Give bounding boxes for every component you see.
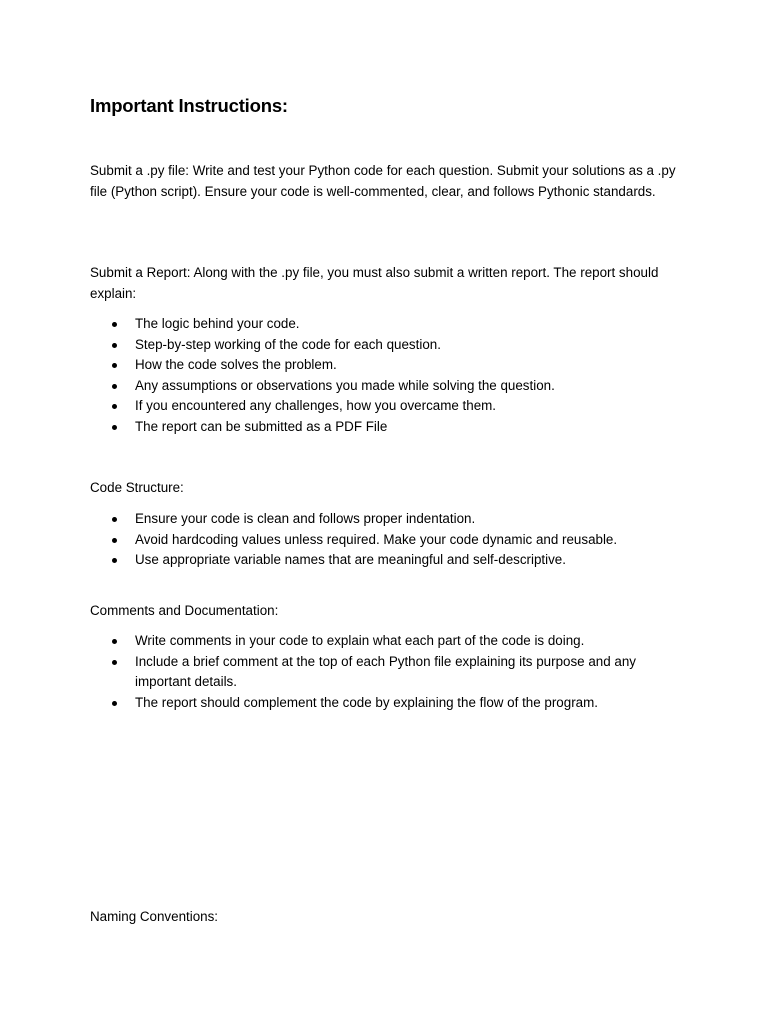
- list-item-text: If you encountered any challenges, how you overcame them.: [135, 398, 497, 413]
- list-item: [90, 376, 680, 397]
- bullet-icon: [112, 404, 117, 409]
- list-item: [90, 509, 680, 530]
- code-structure-list: [90, 509, 680, 571]
- comments-list: [90, 631, 680, 713]
- bullet-icon: [112, 343, 117, 348]
- list-item: [90, 396, 680, 417]
- list-item: [90, 652, 680, 693]
- page-title: Important Instructions:: [90, 95, 288, 116]
- list-item: [90, 355, 680, 376]
- submit-report-paragraph: Submit a Report: Along with the .py file, you must also submit a written report. The report should explain:: [90, 265, 659, 301]
- list-item-text: Ensure your code is clean and follows proper indentation.: [135, 511, 476, 526]
- code-structure-heading: Code Structure:: [90, 480, 184, 495]
- list-item: [90, 335, 680, 356]
- bullet-icon: [112, 363, 117, 368]
- comments-heading: Comments and Documentation:: [90, 603, 279, 618]
- list-item-text: Avoid hardcoding values unless required. Make your code dynamic and reusable.: [135, 531, 618, 547]
- list-item: [90, 631, 680, 652]
- list-item: [90, 693, 680, 714]
- list-item-text: How the code solves the problem.: [135, 357, 337, 372]
- bullet-icon: [112, 384, 117, 389]
- list-item: [90, 417, 680, 438]
- list-item: [90, 550, 680, 571]
- list-item-text: The report can be submitted as a PDF File: [135, 418, 388, 434]
- report-items-list: [90, 314, 680, 437]
- list-item-text: Step-by-step working of the code for each question.: [135, 336, 441, 352]
- bullet-icon: [112, 660, 117, 665]
- bullet-icon: [112, 517, 117, 522]
- list-item-text: The logic behind your code.: [135, 316, 300, 331]
- bullet-icon: [112, 701, 117, 706]
- bullet-icon: [112, 322, 117, 327]
- bullet-icon: [112, 558, 117, 563]
- bullet-icon: [112, 639, 117, 644]
- list-item-text: Write comments in your code to explain what each part of the code is doing.: [135, 633, 585, 648]
- naming-conventions-heading: Naming Conventions:: [90, 909, 219, 924]
- bullet-icon: [112, 538, 117, 543]
- list-item: [90, 314, 680, 335]
- bullet-icon: [112, 425, 117, 430]
- list-item: [90, 530, 680, 551]
- list-item-text: Any assumptions or observations you made while solving the question.: [135, 377, 555, 393]
- list-item-text: The report should complement the code by explaining the flow of the program.: [135, 694, 598, 710]
- submit-py-paragraph: Submit a .py file: Write and test your Python code for each question. Submit your solutions as a .py file (Python script). Ensure your code is well-commented, clear, and follows Pythonic standards.: [90, 163, 676, 199]
- list-item-text: Use appropriate variable names that are meaningful and self-descriptive.: [135, 552, 566, 567]
- list-item-text: Include a brief comment at the top of each Python file explaining its purpose and any important details.: [135, 653, 636, 689]
